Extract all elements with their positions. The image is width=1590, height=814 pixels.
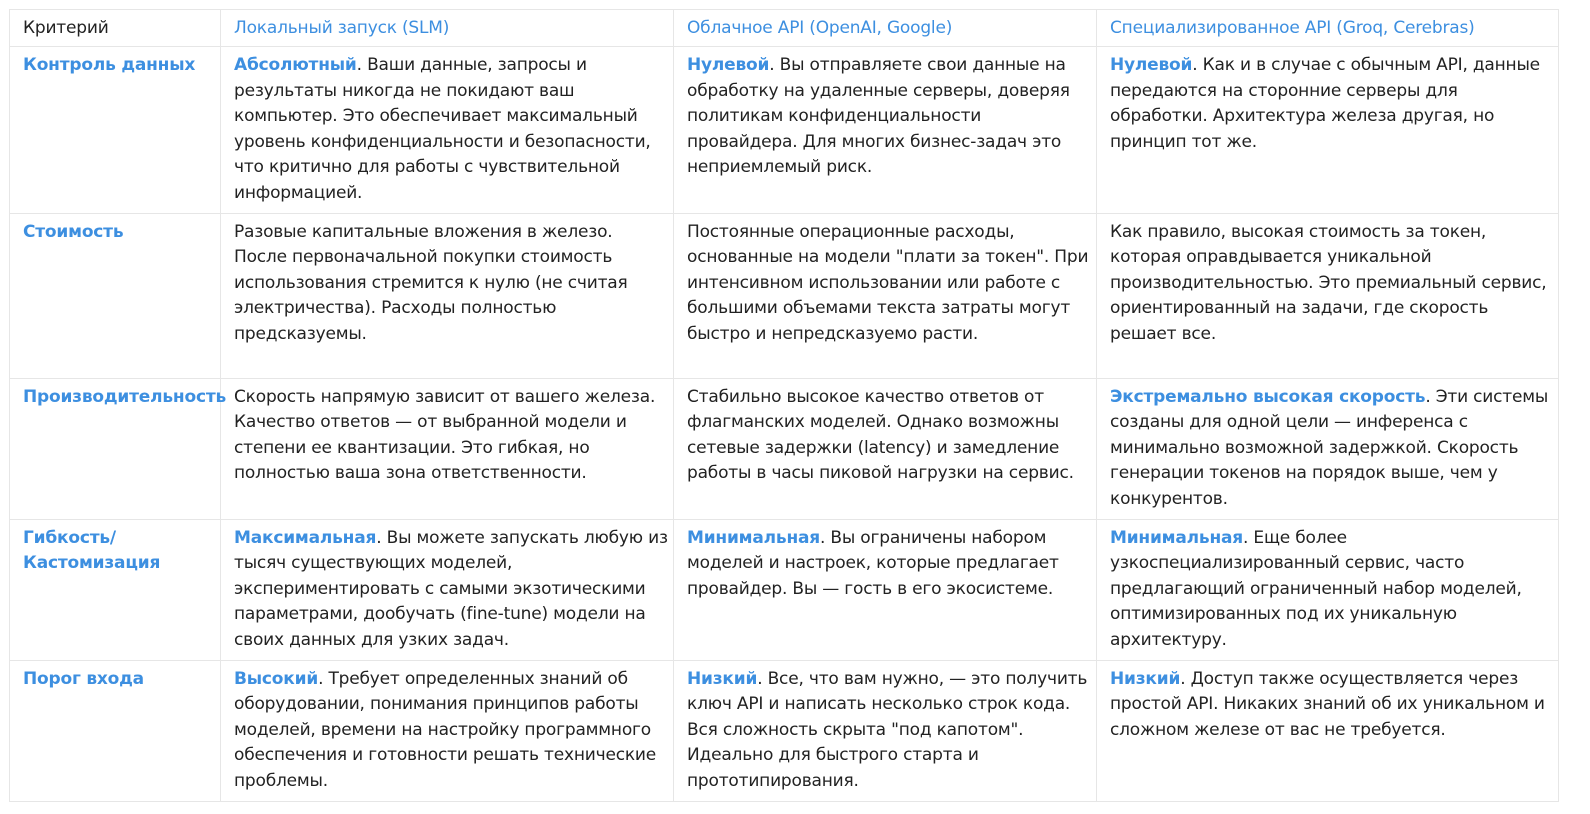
comparison-table <box>9 9 1559 802</box>
header-local-slm: Локальный запуск (SLM) <box>221 10 674 47</box>
table-row <box>10 378 1559 519</box>
table-row <box>10 660 1559 801</box>
table-cell <box>674 213 1097 378</box>
cell-text: Разовые капитальные вложения в железо. После первоначальной покупки стоимость использования стремится к нулю (не считая электричества). Расходы полностью предсказуемы. <box>234 221 628 344</box>
table-cell <box>1097 519 1559 660</box>
table-row <box>10 47 1559 214</box>
cell-highlight: Нулевой <box>687 55 770 75</box>
cell-text: . Вы ограничены набором моделей и настроек, которые предлагает провайдер. Вы — гость в его экосистеме. <box>687 527 1059 599</box>
cell-text: Стабильно высокое качество ответов от флагманских моделей. Однако возможны сетевые задержки (latency) и замедление работы в часы пиковой нагрузки на сервис. <box>687 386 1074 484</box>
cell-text: Как правило, высокая стоимость за токен, которая оправдывается уникальной производительностью. Это премиальный сервис, ориентированный на задачи, где скорость решает все. <box>1110 221 1547 344</box>
table-cell <box>674 660 1097 801</box>
row-criterion <box>10 660 221 801</box>
cell-text: . Вы отправляете свои данные на обработку на удаленные серверы, доверяя политикам конфиденциальности провайдера. Для многих бизнес-задач это неприемлемый риск. <box>687 55 1070 178</box>
table-cell <box>221 47 674 214</box>
criterion-label: Гибкость/ Кастомизация <box>23 527 161 574</box>
cell-text: . Все, что вам нужно, — это получить ключ API и написать несколько строк кода. Вся сложность скрыта "под капотом". Идеально для быстрого старта и прототипирования. <box>687 668 1088 791</box>
cell-text: . Эти системы созданы для одной цели — инференса с минимально возможной задержкой. Скорость генерации токенов на порядок выше, чем у конкурентов. <box>1110 386 1549 509</box>
criterion-label: Порог входа <box>23 668 144 689</box>
cell-highlight: Низкий <box>1110 668 1181 689</box>
criterion-label: Контроль данных <box>23 55 196 75</box>
table-cell <box>221 213 674 378</box>
criterion-label: Стоимость <box>23 221 124 242</box>
table-row <box>10 519 1559 660</box>
cell-highlight: Экстремально высокая скорость <box>1110 386 1426 407</box>
cell-highlight: Нулевой <box>1110 55 1193 75</box>
cell-text: . Ваши данные, запросы и результаты никогда не покидают ваш компьютер. Это обеспечивает максимальный уровень конфиденциальности и безопасности, что критично для работы с чувствительной информацией. <box>234 55 651 203</box>
table-header-row <box>10 10 1559 47</box>
cell-text: Скорость напрямую зависит от вашего железа. Качество ответов — от выбранной модели и степени ее квантизации. Это гибкая, но полностью ваша зона ответственности. <box>234 386 656 484</box>
table-cell <box>674 47 1097 214</box>
cell-text: . Вы можете запускать любую из тысяч существующих моделей, экспериментировать с самыми экзотическими параметрами, дообучать (fine-tune) модели на своих данных для узких задач. <box>234 527 668 650</box>
cell-highlight: Минимальная <box>687 527 820 548</box>
cell-text: . Еще более узкоспециализированный сервис, часто предлагающий ограниченный набор моделей, оптимизированных под их уникальную архитектуру. <box>1110 527 1522 650</box>
table-cell <box>221 378 674 519</box>
table-cell <box>221 660 674 801</box>
cell-text: . Как и в случае с обычным API, данные передаются на сторонние серверы для обработки. Архитектура железа другая, но принцип тот же. <box>1110 55 1540 152</box>
header-specialized-api: Специализированное API (Groq, Cerebras) <box>1097 10 1559 47</box>
cell-highlight: Высокий <box>234 668 319 689</box>
table-row <box>10 213 1559 378</box>
comparison-table-wrapper <box>9 9 1559 802</box>
table-cell <box>1097 47 1559 214</box>
table-cell <box>221 519 674 660</box>
table-cell <box>1097 660 1559 801</box>
cell-highlight: Максимальная <box>234 527 377 548</box>
table-cell <box>1097 378 1559 519</box>
cell-highlight: Минимальная <box>1110 527 1243 548</box>
cell-highlight: Низкий <box>687 668 758 689</box>
row-criterion <box>10 47 221 214</box>
cell-highlight: Абсолютный <box>234 55 357 75</box>
table-cell <box>1097 213 1559 378</box>
criterion-label: Производительность <box>23 386 227 407</box>
header-cloud-api: Облачное API (OpenAI, Google) <box>674 10 1097 47</box>
row-criterion <box>10 378 227 519</box>
cell-text: . Требует определенных знаний об оборудовании, понимания принципов работы моделей, времени на настройку программного обеспечения и готовности решать технические проблемы. <box>234 668 657 791</box>
table-cell <box>674 519 1097 660</box>
row-criterion <box>10 213 221 378</box>
header-criterion: Критерий <box>10 10 221 47</box>
table-cell <box>674 378 1097 519</box>
cell-text: . Доступ также осуществляется через простой API. Никаких знаний об их уникальном и сложном железе от вас не требуется. <box>1110 668 1545 740</box>
row-criterion <box>10 519 221 660</box>
cell-text: Постоянные операционные расходы, основанные на модели "плати за токен". При интенсивном использовании или работе с большими объемами текста затраты могут быстро и непредсказуемо расти. <box>687 221 1089 344</box>
